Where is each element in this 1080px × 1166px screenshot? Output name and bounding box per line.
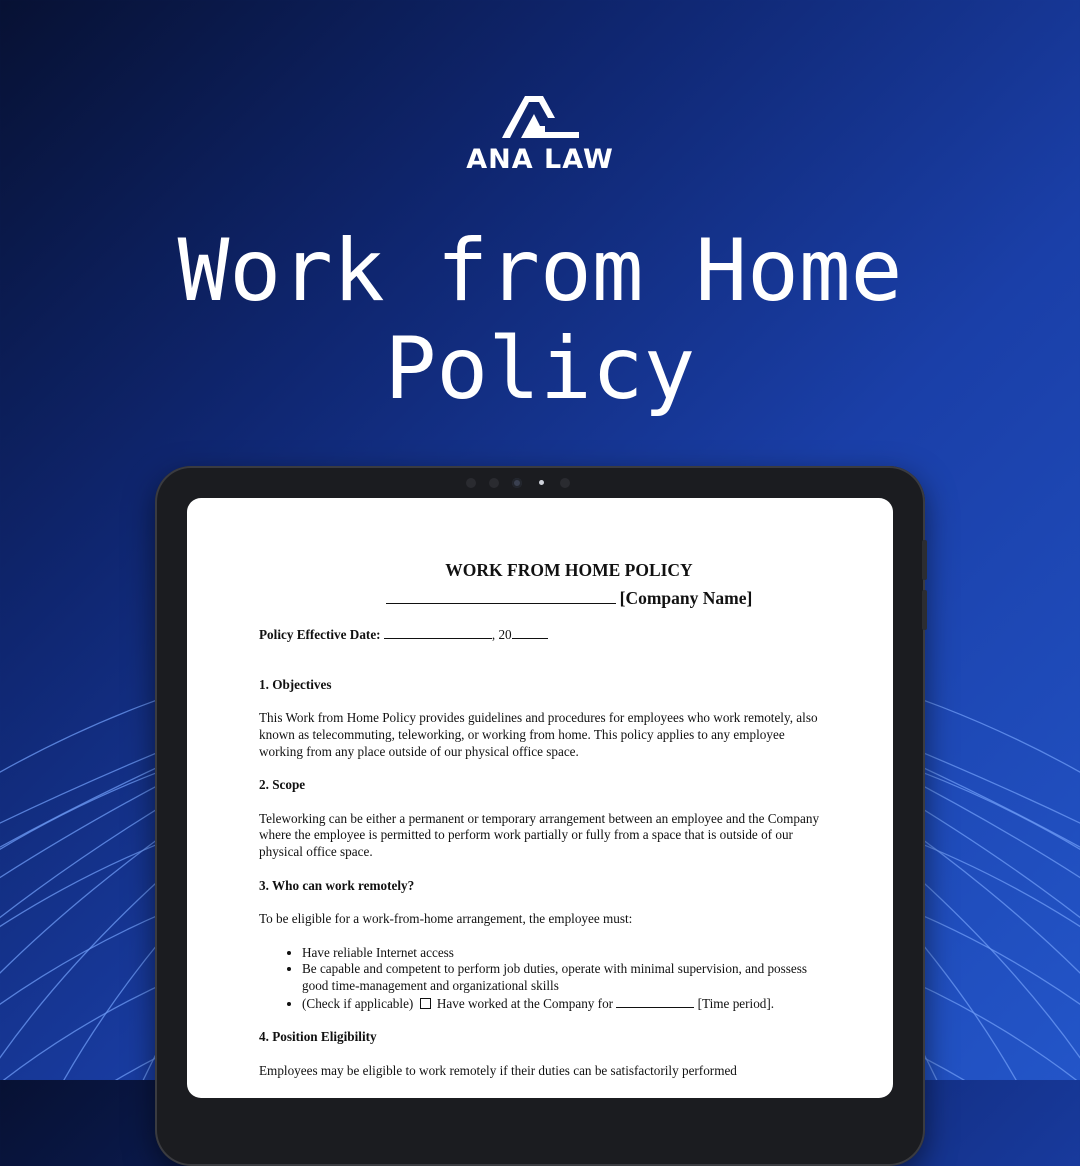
section-heading: 1. Objectives	[259, 676, 332, 692]
list-item: • Be capable and competent to perform job duties, operate with minimal supervision, and possess good time-management and organizational skills	[302, 961, 829, 994]
brand-name: ANA LAW	[466, 144, 614, 175]
headline-line-1: Work from Home	[177, 221, 903, 321]
ana-law-logo-icon	[501, 96, 579, 140]
effective-date-year-prefix: , 20	[491, 627, 512, 643]
effective-date-blank	[384, 626, 492, 639]
effective-date-line	[259, 626, 829, 644]
eligibility-list	[259, 945, 829, 1012]
section-heading: 4. Position Eligibility	[259, 1029, 377, 1045]
tablet-indicator-light	[539, 480, 544, 485]
company-name-blank	[386, 587, 616, 604]
effective-date-label: Policy Effective Date:	[259, 627, 381, 643]
tenure-text: Have worked at the Company for	[436, 995, 614, 1011]
tablet-sensor	[489, 478, 499, 488]
company-name-line	[309, 587, 829, 607]
list-item	[302, 995, 829, 1013]
tablet-side-button	[922, 590, 927, 630]
company-name-placeholder: [Company Name]	[619, 587, 753, 608]
policy-document	[259, 562, 829, 1079]
checkbox[interactable]	[420, 998, 431, 1009]
section-heading: 2. Scope	[259, 777, 306, 793]
tablet-camera-lens	[512, 478, 522, 488]
headline-line-2: Policy	[384, 319, 696, 419]
list-item: • Have reliable Internet access	[302, 945, 829, 962]
document-title: WORK FROM HOME POLICY	[445, 560, 693, 580]
section-heading: 3. Who can work remotely?	[259, 877, 415, 893]
check-label: (Check if applicable)	[302, 995, 414, 1011]
time-period-placeholder: [Time period].	[697, 995, 775, 1011]
section-text: This Work from Home Policy provides guidelines and procedures for employees who work remotely, also known as telecommuting, teleworking, or working from home. This policy applies to any employee working from any place outside of our physical office space.	[259, 710, 818, 759]
section-text: To be eligible for a work-from-home arrangement, the employee must:	[259, 911, 633, 927]
effective-year-blank	[512, 626, 548, 639]
tablet-sensor	[466, 478, 476, 488]
tablet-side-button	[922, 540, 927, 580]
section-text: Teleworking can be either a permanent or temporary arrangement between an employee and the Company where the employee is permitted to perform work partially or fully from a space that is outside of our physical office space.	[259, 810, 820, 859]
tablet-sensor	[560, 478, 570, 488]
tenure-blank	[616, 995, 694, 1008]
brand-logo	[0, 96, 1080, 175]
tablet-screen	[187, 498, 893, 1098]
page-headline	[0, 222, 1080, 418]
section-text: Employees may be eligible to work remotely if their duties can be satisfactorily performed	[259, 1062, 737, 1078]
